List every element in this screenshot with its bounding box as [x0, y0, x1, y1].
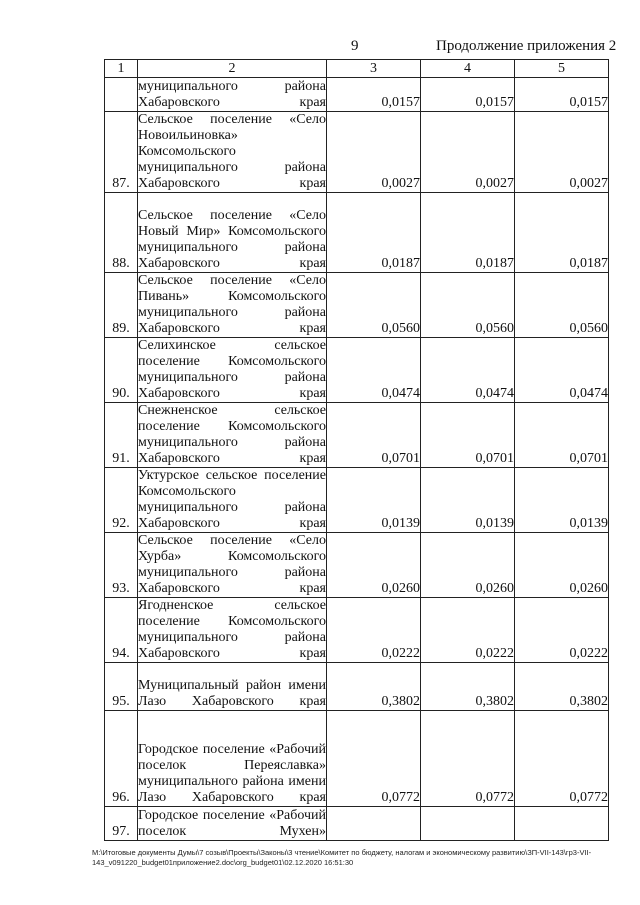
row-value-col4: 0,0560 [421, 273, 515, 338]
row-number: 93. [105, 533, 138, 598]
column-header: 5 [515, 60, 609, 78]
row-value-col5: 0,0139 [515, 468, 609, 533]
continuation-title: Продолжение приложения 2 [436, 38, 617, 54]
appendix-table [104, 59, 609, 841]
column-header: 1 [105, 60, 138, 78]
row-value-col3: 0,0139 [327, 468, 421, 533]
table-row [105, 78, 609, 112]
column-header: 4 [421, 60, 515, 78]
table-row [105, 338, 609, 403]
row-name: Сельское поселение «Село Новоильиновка» Комсомольского муниципального района Хабаровского края [138, 112, 326, 191]
row-value-col3: 0,0701 [327, 403, 421, 468]
row-name: Уктурское сельское поселение Комсомольского муниципального района Хабаровского края [138, 468, 326, 531]
row-name: Ягодненское сельское поселение Комсомольского муниципального района Хабаровского края [138, 598, 326, 661]
table-row [105, 273, 609, 338]
table-row [105, 112, 609, 193]
table-row [105, 598, 609, 663]
row-number: 94. [105, 598, 138, 663]
document-path-footer: M:\Итоговые документы Думы\7 созыв\Проекты\Законы\3 чтение\Комитет по бюджету, налогам и экономическому развитию\ЗП-VII-143\гр3-VII-143_v091220_budget01приложение2.doc\org_budget01\02.12.2020 16:51:30 [92, 848, 592, 867]
row-number: 97. [105, 807, 138, 841]
row-value-col5: 0,0157 [515, 78, 609, 112]
row-value-col4: 0,0027 [421, 112, 515, 193]
table-row [105, 807, 609, 841]
row-name: муниципального района Хабаровского края [138, 79, 326, 110]
row-value-col4: 0,0157 [421, 78, 515, 112]
row-value-col5: 0,0701 [515, 403, 609, 468]
row-value-col5: 0,0222 [515, 598, 609, 663]
row-name: Снежненское сельское поселение Комсомольского муниципального района Хабаровского края [138, 403, 326, 466]
row-number: 92. [105, 468, 138, 533]
table-header-row [105, 60, 609, 78]
row-value-col5: 0,0260 [515, 533, 609, 598]
row-name: Городское поселение «Рабочий поселок Переяславка» муниципального района имени Лазо Хабаровского края [138, 711, 327, 807]
row-value-col3: 0,0260 [327, 533, 421, 598]
row-number: 95. [105, 663, 138, 711]
row-value-col4: 0,0474 [421, 338, 515, 403]
row-value-col5: 0,0474 [515, 338, 609, 403]
row-value-col4: 0,0701 [421, 403, 515, 468]
row-value-col5: 0,0772 [515, 711, 609, 807]
column-header: 3 [327, 60, 421, 78]
table-row [105, 711, 609, 807]
row-value-col4 [421, 807, 515, 841]
row-number [105, 78, 138, 112]
row-value-col3: 0,0474 [327, 338, 421, 403]
page-number: 9 [351, 38, 359, 54]
row-value-col4: 0,0772 [421, 711, 515, 807]
row-value-col3: 0,0772 [327, 711, 421, 807]
table-row [105, 468, 609, 533]
row-value-col5: 0,0027 [515, 112, 609, 193]
table-row [105, 403, 609, 468]
column-header: 2 [138, 60, 327, 78]
row-number: 91. [105, 403, 138, 468]
row-value-col4: 0,3802 [421, 663, 515, 711]
row-name: Городское поселение «Рабочий поселок Мухен» [138, 808, 326, 839]
row-value-col3: 0,0027 [327, 112, 421, 193]
table-body [105, 78, 609, 841]
row-name: Селихинское сельское поселение Комсомольского муниципального района Хабаровского края [138, 338, 326, 401]
table-row [105, 663, 609, 711]
row-name: Сельское поселение «Село Хурба» Комсомольского муниципального района Хабаровского края [138, 533, 326, 596]
table-row [105, 533, 609, 598]
row-value-col4: 0,0222 [421, 598, 515, 663]
row-value-col3: 0,0157 [327, 78, 421, 112]
row-name: Сельское поселение «Село Пивань» Комсомольского муниципального района Хабаровского края [138, 273, 326, 336]
row-value-col3: 0,3802 [327, 663, 421, 711]
row-value-col3: 0,0560 [327, 273, 421, 338]
row-number: 89. [105, 273, 138, 338]
row-value-col3: 0,0222 [327, 598, 421, 663]
row-number: 96. [105, 711, 138, 807]
row-name: Муниципальный район имени Лазо Хабаровского края [138, 663, 327, 711]
row-value-col3: 0,0187 [327, 193, 421, 273]
row-value-col4: 0,0187 [421, 193, 515, 273]
row-number: 90. [105, 338, 138, 403]
row-value-col3 [327, 807, 421, 841]
row-value-col4: 0,0260 [421, 533, 515, 598]
row-number: 88. [105, 193, 138, 273]
row-value-col5: 0,0560 [515, 273, 609, 338]
row-value-col5: 0,3802 [515, 663, 609, 711]
table-row [105, 193, 609, 273]
row-value-col4: 0,0139 [421, 468, 515, 533]
row-number: 87. [105, 112, 138, 193]
row-value-col5 [515, 807, 609, 841]
row-name: Сельское поселение «Село Новый Мир» Комсомольского муниципального района Хабаровского края [138, 193, 327, 273]
row-value-col5: 0,0187 [515, 193, 609, 273]
